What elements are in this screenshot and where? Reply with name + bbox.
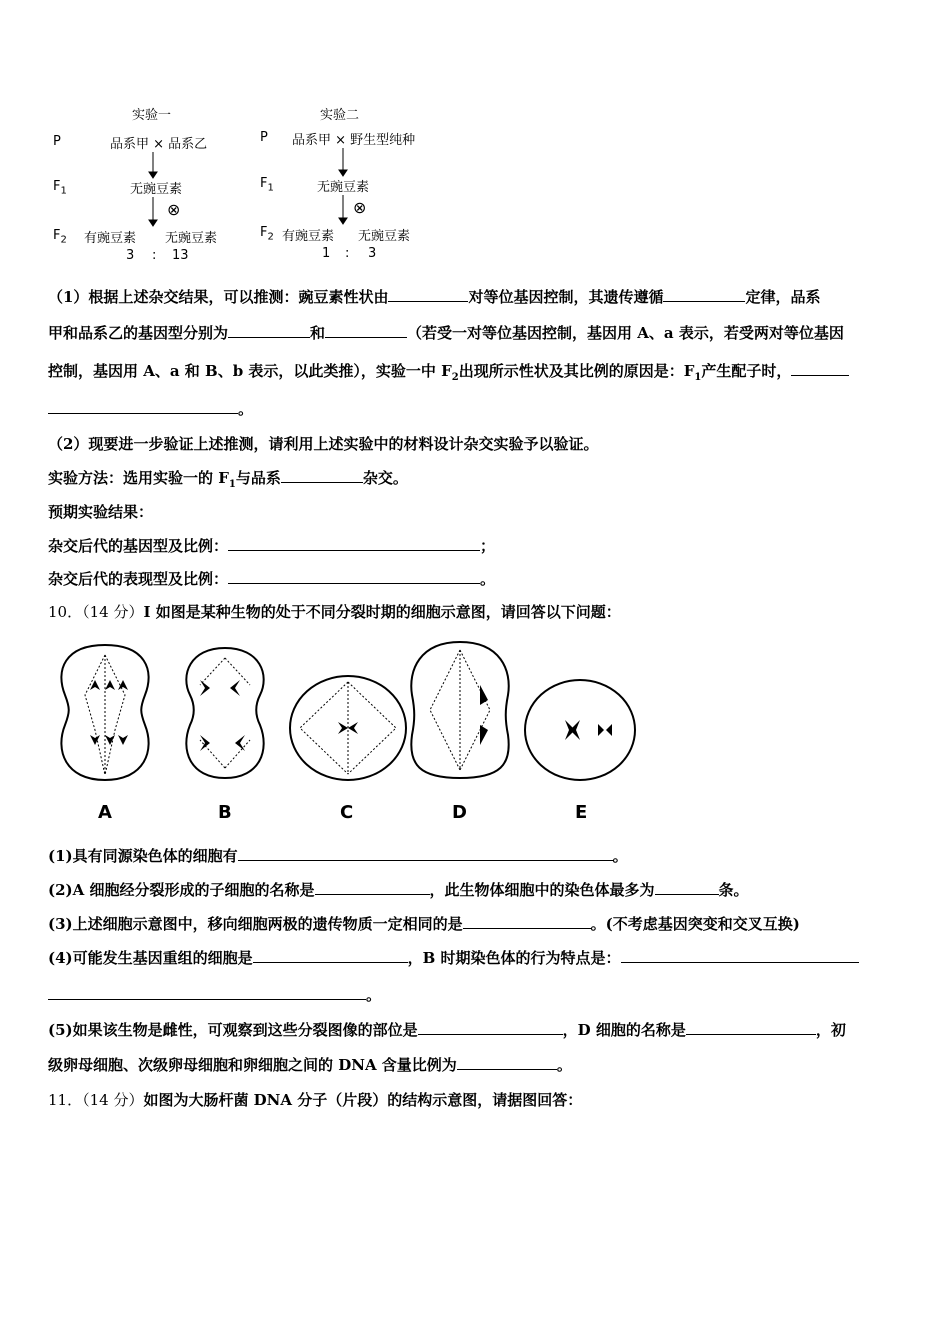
answer-blank[interactable] [686,1019,816,1035]
q9-line1: （1）根据上述杂交结果，可以推测：豌豆素性状由 对等位基因控制，其遗传遵循 定律，品系 [48,288,821,306]
exp2-ratio-a: 1 [322,246,331,261]
exp1-f2-has: 有豌豆素 [84,231,137,246]
cell-e-outline [525,680,635,780]
answer-blank[interactable] [228,535,480,551]
selfing-symbol-2: ⊗ [353,198,367,217]
cross-arrows [40,100,440,270]
answer-blank[interactable] [418,1019,563,1035]
exp1-ratio-b: 13 [172,248,189,263]
p-label-2: P [260,130,268,145]
f2-label-1: $F_2$ [53,228,67,246]
q10-s1: (1)具有同源染色体的细胞有 。 [48,847,628,865]
answer-blank[interactable] [48,984,366,1000]
exp1-parents: 品系甲 × 品系乙 [110,137,208,152]
q9-method: 实验方法：选用实验一的 $F_1$与品系 杂交。 [48,469,408,490]
exp1-ratio-colon: : [152,248,157,263]
answer-blank[interactable] [388,286,468,302]
exp2-f2-has: 有豌豆素 [282,229,335,244]
cell-label-c: C [340,802,354,823]
q11-title: 11．（14 分）如图为大肠杆菌 DNA 分子（片段）的结构示意图，请据图回答： [48,1091,583,1109]
answer-blank[interactable] [325,322,407,338]
q10-s5-cont: 级卵母细胞、次级卵母细胞和卵细胞之间的 DNA 含量比例为 。 [48,1056,572,1074]
q10-s4: (4)可能发生基因重组的细胞是 ，B 时期染色体的行为特点是： [48,947,908,968]
q9-line4: 。 [48,398,908,419]
cell-label-d: D [452,802,467,823]
exp1-f2-none: 无豌豆素 [165,231,218,246]
exp2-title: 实验二 [320,108,360,123]
exp2-ratio-b: 3 [368,246,377,261]
answer-blank[interactable] [621,947,859,963]
answer-blank[interactable] [463,913,591,929]
cell-b-outline [186,648,263,778]
q9-line2: 甲和品系乙的基因型分别为 和 （若受一对等位基因控制，基因用 A、a 表示，若受两对等位基因 [48,324,844,342]
answer-blank[interactable] [791,360,849,376]
cell-label-a: A [98,802,112,823]
exp1-ratio-a: 3 [126,248,135,263]
p-label-1: P [53,134,61,149]
cell-label-b: B [218,802,232,823]
exp2-f1: 无豌豆素 [317,180,370,195]
q10-s3: (3)上述细胞示意图中，移向细胞两极的遗传物质一定相同的是 。(不考虑基因突变和交叉互换) [48,915,800,933]
answer-blank[interactable] [655,879,719,895]
f1-label-2: $F_1$ [260,176,274,194]
exp2-ratio-colon: : [345,246,350,261]
q9-phenotype: 杂交后代的表现型及比例： 。 [48,570,496,588]
cross-experiment-diagram [40,100,440,270]
q10-s4-cont: 。 [48,984,908,1005]
q9-line3: 控制，基因用 A、a 和 B、b 表示，以此类推），实验一中 $F_2$出现所示性状及其比例的原因是：$F_1$产生配子时， [48,360,908,388]
answer-blank[interactable] [663,286,745,302]
answer-blank[interactable] [228,322,310,338]
q10-s2: (2)A 细胞经分裂形成的子细胞的名称是 ，此生物体细胞中的染色体最多为 条。 [48,881,749,899]
answer-blank[interactable] [457,1054,557,1070]
q9-genotype: 杂交后代的基因型及比例： ； [48,537,496,555]
answer-blank[interactable] [238,845,613,861]
answer-blank[interactable] [281,467,363,483]
selfing-symbol-1: ⊗ [167,200,181,219]
cell-division-figure [50,640,650,830]
f2-label-2: $F_2$ [260,225,274,243]
answer-blank[interactable] [48,398,238,414]
cell-label-e: E [575,802,588,823]
q10-s5: (5)如果该生物是雌性，可观察到这些分裂图像的部位是 ，D 细胞的名称是 ，初 [48,1021,846,1039]
exp1-f1: 无豌豆素 [130,182,183,197]
exp1-title: 实验一 [132,108,172,123]
answer-blank[interactable] [315,879,430,895]
exp2-f2-none: 无豌豆素 [358,229,411,244]
q9-part2: （2）现要进一步验证上述推测，请利用上述实验中的材料设计杂交实验予以验证。 [48,435,599,453]
answer-blank[interactable] [253,947,408,963]
exp2-parents: 品系甲 × 野生型纯种 [292,133,416,148]
f1-label-1: $F_1$ [53,179,67,197]
answer-blank[interactable] [228,568,480,584]
q9-expected: 预期实验结果： [48,503,154,521]
q10-title: 10．（14 分）I 如图是某种生物的处于不同分裂时期的细胞示意图，请回答以下问题： [48,603,621,621]
